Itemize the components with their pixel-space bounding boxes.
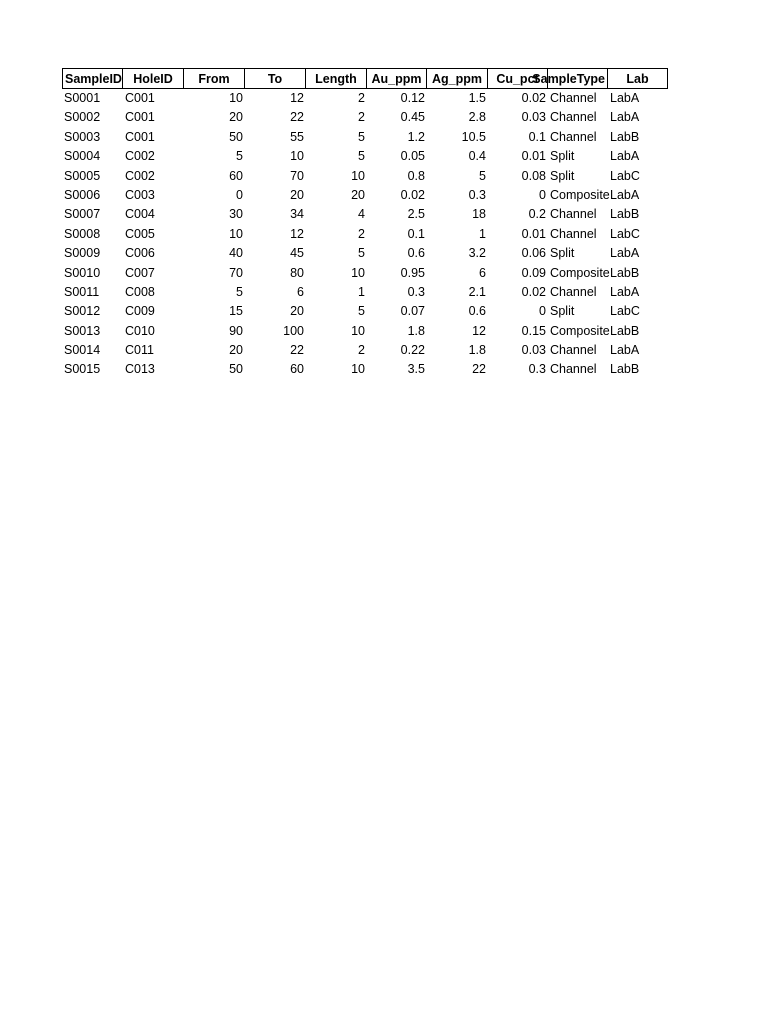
cell-sampleid[interactable]: S0006 bbox=[64, 187, 101, 202]
cell-ag-ppm[interactable]: 1.8 bbox=[468, 343, 486, 358]
cell-lab[interactable]: LabC bbox=[610, 168, 640, 183]
table-row bbox=[62, 302, 668, 321]
header-sampleid[interactable]: SampleID bbox=[62, 68, 123, 89]
cell-length[interactable]: 5 bbox=[358, 129, 365, 144]
cell-lab[interactable]: LabB bbox=[610, 207, 640, 222]
table-row bbox=[62, 205, 668, 224]
cell-ag-ppm[interactable]: 1.5 bbox=[468, 91, 486, 105]
cell-au-ppm[interactable]: 0.22 bbox=[400, 343, 425, 358]
cell-au-ppm[interactable]: 0.02 bbox=[400, 187, 425, 202]
cell-length[interactable]: 2 bbox=[358, 110, 365, 125]
cell-au-ppm[interactable]: 1.2 bbox=[407, 129, 425, 144]
cell-length[interactable]: 1 bbox=[358, 284, 365, 299]
cell-cu-pct[interactable]: 0 bbox=[539, 187, 546, 202]
cell-ag-ppm[interactable]: 2.1 bbox=[468, 284, 486, 299]
cell-sampletype[interactable]: Channel bbox=[550, 362, 597, 377]
cell-sampletype[interactable]: Composite bbox=[550, 323, 610, 338]
cell-cu-pct[interactable]: 0.03 bbox=[521, 110, 546, 125]
cell-holeid[interactable]: C001 bbox=[125, 91, 155, 105]
cell-holeid[interactable]: C013 bbox=[125, 362, 155, 377]
cell-from[interactable]: 10 bbox=[229, 226, 243, 241]
cell-to[interactable]: 55 bbox=[290, 129, 304, 144]
cell-holeid[interactable]: C005 bbox=[125, 226, 155, 241]
cell-length[interactable]: 10 bbox=[351, 323, 365, 338]
cell-from[interactable]: 20 bbox=[229, 110, 243, 125]
cell-lab[interactable]: LabB bbox=[610, 323, 640, 338]
cell-sampleid[interactable]: S0005 bbox=[64, 168, 101, 183]
cell-from[interactable]: 10 bbox=[229, 91, 243, 105]
table-row bbox=[62, 341, 668, 360]
cell-to[interactable]: 6 bbox=[297, 284, 304, 299]
cell-sampletype[interactable]: Channel bbox=[550, 226, 597, 241]
table-row bbox=[62, 89, 668, 108]
cell-holeid[interactable]: C008 bbox=[125, 284, 155, 299]
cell-from[interactable]: 5 bbox=[236, 149, 243, 164]
table-row bbox=[62, 225, 668, 244]
table-row bbox=[62, 128, 668, 147]
cell-to[interactable]: 20 bbox=[290, 187, 304, 202]
cell-sampleid[interactable]: S0007 bbox=[64, 207, 101, 222]
header-au-ppm[interactable]: Au_ppm bbox=[367, 68, 427, 89]
header-length[interactable]: Length bbox=[306, 68, 367, 89]
header-lab[interactable]: Lab bbox=[608, 68, 668, 89]
cell-lab[interactable]: LabA bbox=[610, 91, 640, 105]
cell-sampletype[interactable]: Channel bbox=[550, 129, 597, 144]
cell-to[interactable]: 80 bbox=[290, 265, 304, 280]
cell-to[interactable]: 10 bbox=[290, 149, 304, 164]
cell-au-ppm[interactable]: 0.07 bbox=[400, 304, 425, 319]
cell-cu-pct[interactable]: 0 bbox=[539, 304, 546, 319]
cell-sampleid[interactable]: S0004 bbox=[64, 149, 101, 164]
cell-length[interactable]: 10 bbox=[351, 265, 365, 280]
cell-length[interactable]: 5 bbox=[358, 149, 365, 164]
cell-au-ppm[interactable]: 2.5 bbox=[407, 207, 425, 222]
cell-lab[interactable]: LabA bbox=[610, 149, 640, 164]
cell-sampletype[interactable]: Composite bbox=[550, 265, 610, 280]
cell-ag-ppm[interactable]: 0.4 bbox=[468, 149, 486, 164]
header-cu-pct[interactable]: Cu_pct bbox=[488, 68, 548, 89]
table-row bbox=[62, 147, 668, 166]
cell-length[interactable]: 2 bbox=[358, 91, 365, 105]
cell-sampletype[interactable]: Channel bbox=[550, 110, 597, 125]
cell-from[interactable]: 50 bbox=[229, 362, 243, 377]
cell-length[interactable]: 4 bbox=[358, 207, 365, 222]
cell-cu-pct[interactable]: 0.06 bbox=[521, 246, 546, 261]
cell-sampletype[interactable]: Channel bbox=[550, 284, 597, 299]
cell-length[interactable]: 2 bbox=[358, 226, 365, 241]
cell-cu-pct[interactable]: 0.03 bbox=[521, 343, 546, 358]
cell-au-ppm[interactable]: 0.8 bbox=[407, 168, 425, 183]
cell-ag-ppm[interactable]: 10.5 bbox=[461, 129, 486, 144]
cell-to[interactable]: 20 bbox=[290, 304, 304, 319]
table-row bbox=[62, 283, 668, 302]
cell-au-ppm[interactable]: 1.8 bbox=[407, 323, 425, 338]
cell-to[interactable]: 70 bbox=[290, 168, 304, 183]
header-sampletype[interactable]: SampleType bbox=[548, 68, 608, 89]
cell-sampleid[interactable]: S0009 bbox=[64, 246, 101, 261]
cell-to[interactable]: 12 bbox=[290, 91, 304, 105]
cell-from[interactable]: 0 bbox=[236, 187, 243, 202]
cell-cu-pct[interactable]: 0.3 bbox=[528, 362, 546, 377]
cell-to[interactable]: 45 bbox=[290, 246, 304, 261]
cell-au-ppm[interactable]: 0.12 bbox=[400, 91, 425, 105]
cell-cu-pct[interactable]: 0.09 bbox=[521, 265, 546, 280]
cell-from[interactable]: 15 bbox=[229, 304, 243, 319]
cell-sampleid[interactable]: S0011 bbox=[64, 284, 100, 299]
cell-to[interactable]: 60 bbox=[290, 362, 304, 377]
header-holeid[interactable]: HoleID bbox=[123, 68, 184, 89]
cell-length[interactable]: 20 bbox=[351, 187, 365, 202]
cell-from[interactable]: 50 bbox=[229, 129, 243, 144]
header-from[interactable]: From bbox=[184, 68, 245, 89]
cell-to[interactable]: 22 bbox=[290, 343, 304, 358]
cell-holeid[interactable]: C007 bbox=[125, 265, 155, 280]
cell-cu-pct[interactable]: 0.1 bbox=[528, 129, 546, 144]
cell-sampletype[interactable]: Split bbox=[550, 246, 575, 261]
table-row bbox=[62, 244, 668, 263]
cell-sampletype[interactable]: Channel bbox=[550, 91, 597, 105]
cell-length[interactable]: 2 bbox=[358, 343, 365, 358]
cell-lab[interactable]: LabA bbox=[610, 246, 640, 261]
cell-sampleid[interactable]: S0014 bbox=[64, 343, 101, 358]
table-body bbox=[62, 89, 668, 380]
cell-cu-pct[interactable]: 0.02 bbox=[521, 284, 546, 299]
cell-sampleid[interactable]: S0001 bbox=[64, 91, 101, 105]
cell-sampleid[interactable]: S0013 bbox=[64, 323, 101, 338]
cell-length[interactable]: 5 bbox=[358, 304, 365, 319]
spreadsheet-table bbox=[62, 68, 668, 380]
cell-holeid[interactable]: C002 bbox=[125, 149, 155, 164]
cell-to[interactable]: 100 bbox=[283, 323, 304, 338]
cell-sampleid[interactable]: S0003 bbox=[64, 129, 101, 144]
cell-cu-pct[interactable]: 0.01 bbox=[521, 226, 546, 241]
cell-to[interactable]: 22 bbox=[290, 110, 304, 125]
cell-au-ppm[interactable]: 0.05 bbox=[400, 149, 425, 164]
cell-au-ppm[interactable]: 0.1 bbox=[407, 226, 425, 241]
cell-lab[interactable]: LabA bbox=[610, 110, 640, 125]
cell-to[interactable]: 34 bbox=[290, 207, 304, 222]
table-row bbox=[62, 186, 668, 205]
cell-ag-ppm[interactable]: 0.3 bbox=[468, 187, 486, 202]
cell-holeid[interactable]: C001 bbox=[125, 129, 155, 144]
cell-ag-ppm[interactable]: 3.2 bbox=[468, 246, 486, 261]
cell-lab[interactable]: LabC bbox=[610, 304, 640, 319]
header-ag-ppm[interactable]: Ag_ppm bbox=[427, 68, 488, 89]
cell-sampletype[interactable]: Channel bbox=[550, 343, 597, 358]
cell-ag-ppm[interactable]: 2.8 bbox=[468, 110, 486, 125]
cell-holeid[interactable]: C009 bbox=[125, 304, 155, 319]
table-row bbox=[62, 264, 668, 283]
cell-holeid[interactable]: C011 bbox=[125, 343, 154, 358]
cell-sampleid[interactable]: S0012 bbox=[64, 304, 101, 319]
cell-sampleid[interactable]: S0002 bbox=[64, 110, 101, 125]
cell-ag-ppm[interactable]: 18 bbox=[472, 207, 486, 222]
cell-lab[interactable]: LabC bbox=[610, 226, 640, 241]
cell-sampleid[interactable]: S0008 bbox=[64, 226, 101, 241]
cell-au-ppm[interactable]: 0.45 bbox=[400, 110, 425, 125]
cell-holeid[interactable]: C003 bbox=[125, 187, 155, 202]
cell-holeid[interactable]: C002 bbox=[125, 168, 155, 183]
cell-from[interactable]: 90 bbox=[229, 323, 243, 338]
cell-sampletype[interactable]: Split bbox=[550, 149, 575, 164]
cell-au-ppm[interactable]: 0.3 bbox=[407, 284, 425, 299]
cell-to[interactable]: 12 bbox=[290, 226, 304, 241]
cell-holeid[interactable]: C001 bbox=[125, 110, 155, 125]
cell-length[interactable]: 10 bbox=[351, 168, 365, 183]
cell-lab[interactable]: LabA bbox=[610, 187, 640, 202]
cell-lab[interactable]: LabA bbox=[610, 284, 640, 299]
cell-cu-pct[interactable]: 0.15 bbox=[521, 323, 546, 338]
cell-ag-ppm[interactable]: 12 bbox=[472, 323, 486, 338]
cell-holeid[interactable]: C004 bbox=[125, 207, 155, 222]
cell-sampletype[interactable]: Composite bbox=[550, 187, 610, 202]
cell-ag-ppm[interactable]: 1 bbox=[479, 226, 486, 241]
cell-cu-pct[interactable]: 0.08 bbox=[521, 168, 546, 183]
cell-from[interactable]: 40 bbox=[229, 246, 243, 261]
cell-lab[interactable]: LabB bbox=[610, 129, 640, 144]
table-row bbox=[62, 322, 668, 341]
cell-holeid[interactable]: C010 bbox=[125, 323, 155, 338]
header-to[interactable]: To bbox=[245, 68, 306, 89]
cell-au-ppm[interactable]: 0.95 bbox=[400, 265, 425, 280]
cell-sampletype[interactable]: Channel bbox=[550, 207, 597, 222]
cell-ag-ppm[interactable]: 0.6 bbox=[468, 304, 486, 319]
cell-cu-pct[interactable]: 0.02 bbox=[521, 91, 546, 105]
cell-from[interactable]: 30 bbox=[229, 207, 243, 222]
cell-from[interactable]: 70 bbox=[229, 265, 243, 280]
table-row bbox=[62, 167, 668, 186]
cell-sampleid[interactable]: S0010 bbox=[64, 265, 101, 280]
cell-cu-pct[interactable]: 0.2 bbox=[528, 207, 546, 222]
cell-au-ppm[interactable]: 0.6 bbox=[407, 246, 425, 261]
cell-sampletype[interactable]: Split bbox=[550, 168, 575, 183]
cell-sampleid[interactable]: S0015 bbox=[64, 362, 101, 377]
cell-lab[interactable]: LabB bbox=[610, 362, 640, 377]
cell-ag-ppm[interactable]: 22 bbox=[472, 362, 486, 377]
cell-ag-ppm[interactable]: 6 bbox=[479, 265, 486, 280]
header-row bbox=[62, 68, 668, 89]
table-row bbox=[62, 108, 668, 127]
cell-lab[interactable]: LabA bbox=[610, 343, 640, 358]
cell-ag-ppm[interactable]: 5 bbox=[479, 168, 486, 183]
cell-holeid[interactable]: C006 bbox=[125, 246, 155, 261]
table-row bbox=[62, 360, 668, 379]
cell-length[interactable]: 10 bbox=[351, 362, 365, 377]
cell-length[interactable]: 5 bbox=[358, 246, 365, 261]
cell-lab[interactable]: LabB bbox=[610, 265, 640, 280]
cell-cu-pct[interactable]: 0.01 bbox=[521, 149, 546, 164]
cell-from[interactable]: 60 bbox=[229, 168, 243, 183]
cell-from[interactable]: 20 bbox=[229, 343, 243, 358]
cell-au-ppm[interactable]: 3.5 bbox=[407, 362, 425, 377]
cell-sampletype[interactable]: Split bbox=[550, 304, 575, 319]
cell-from[interactable]: 5 bbox=[236, 284, 243, 299]
